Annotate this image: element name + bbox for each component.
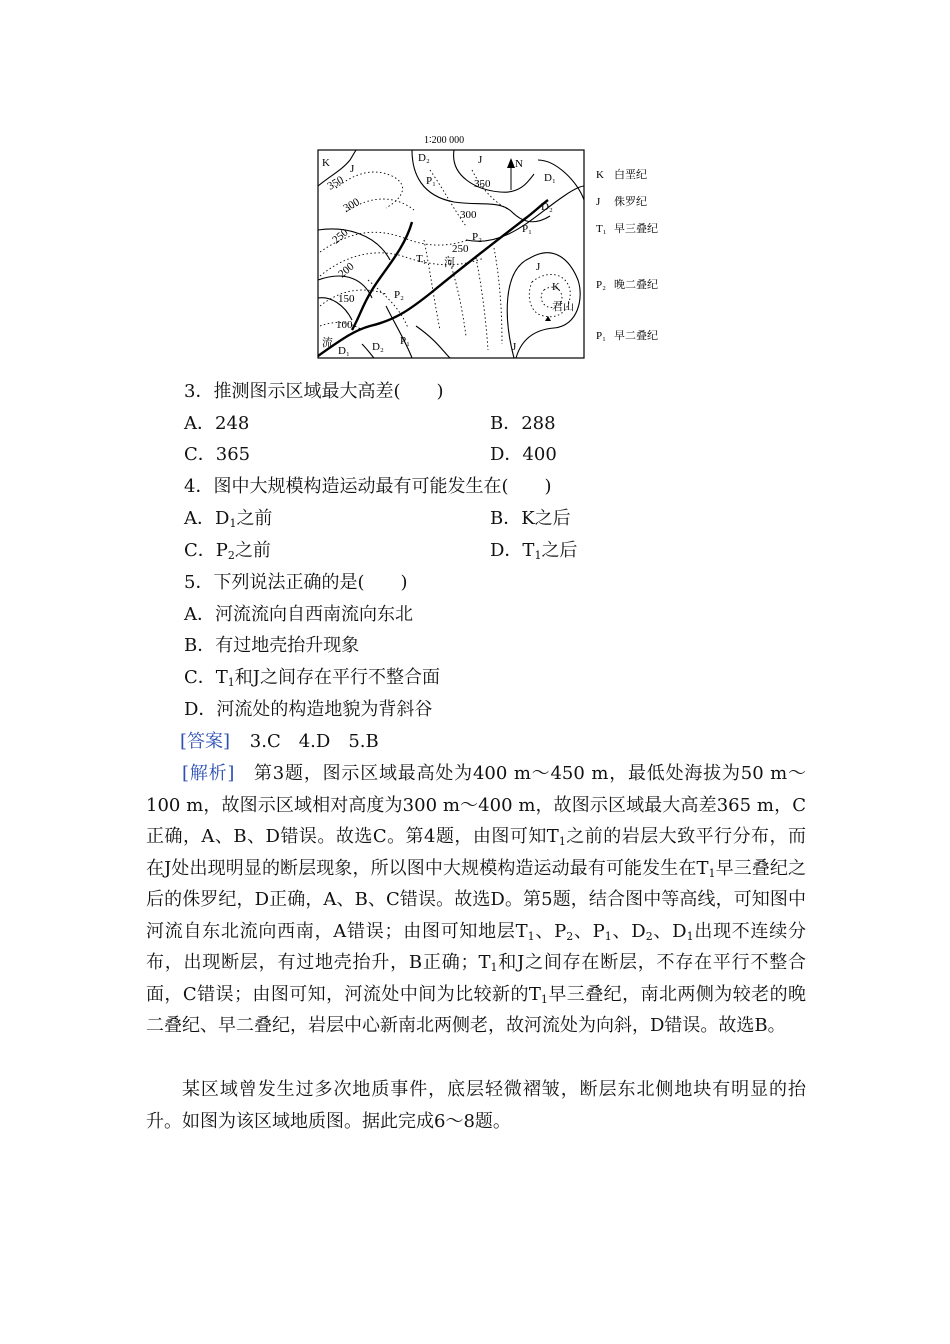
contour-label: 150: [338, 293, 355, 305]
stratum-label: P₁: [522, 223, 532, 235]
stratum-label: J: [478, 154, 483, 166]
legend-code: P₂: [596, 279, 606, 291]
geologic-map: [316, 130, 662, 362]
stratum-label: P₁: [426, 175, 436, 187]
mountain-label: 君山: [552, 301, 574, 313]
stratum-label: P₂: [472, 231, 482, 243]
contour-label: 250: [330, 226, 351, 247]
stratum-label: D₁: [544, 172, 556, 184]
question-4-stem: 4．图中大规模构造运动最有可能发生在( ): [184, 476, 552, 497]
map-legend: [596, 168, 658, 342]
river-label-he: 河: [444, 257, 455, 269]
stratum-label: J: [536, 261, 541, 273]
q3-option-d: D．400: [490, 444, 557, 465]
legend-name: 侏罗纪: [614, 196, 647, 208]
contour-label: 200: [336, 260, 357, 281]
legend-name: 白垩纪: [614, 169, 647, 181]
stratum-label: P₁: [400, 335, 410, 347]
legend-code: P₁: [596, 330, 606, 342]
stratum-label: J: [350, 163, 355, 175]
stratum-label: K: [322, 157, 330, 169]
legend-name: 早二叠纪: [614, 330, 658, 342]
contour-label-group: [326, 174, 492, 331]
contour-label: 100: [336, 319, 353, 331]
contour-label: 350: [474, 178, 491, 190]
stratum-label: J: [512, 341, 517, 353]
contour-label: 300: [341, 195, 362, 215]
legend-code: J: [596, 196, 601, 208]
legend-name: 早三叠纪: [614, 223, 658, 235]
question-5-stem: 5．下列说法正确的是( ): [184, 572, 408, 593]
stratum-label: D₂: [372, 341, 384, 353]
legend-name: 晚二叠纪: [614, 279, 658, 291]
intro-paragraph: 某区域曾发生过多次地质事件，底层轻微褶皱，断层东北侧地块有明显的抬升。如图为该区域地质图。据此完成6～8题。: [146, 1079, 806, 1132]
q3-option-b: B．288: [490, 413, 556, 434]
analysis-paragraph: [解析] 第3题，图示区域最高处为400 m～450 m，最低处海拔为50 m～100 m，故图示区域相对高度为300 m～400 m，故图示区域最大高差365 m，C正确，A、B、D错误。故选C。第4题，由图可知$T_1$之前的岩层大致平行分布，而在J处出现明显的断层现象，所以图中大规模构造运动最有可能发生在$T_1$早三叠纪之后的侏罗纪，D正确，A、B、C错误。故选D。第5题，结合图中等高线，可知图中河流自东北流向西南，A错误；由图可知地层$T_1$、$P_2$、$P_1$、$D_2$、$D_1$出现不连续分布，出现断层，有过地壳抬升，B正确；$T_1$和J之间存在断层，不存在平行不整合面，C错误；由图可知，河流处中间为比较新的$T_1$早三叠纪，南北两侧为较老的晚二叠纪、早二叠纪，岩层中心新南北两侧老，故河流处为向斜，D错误。故选B。: [146, 763, 807, 1036]
north-label: N: [515, 158, 523, 170]
contour-label: 300: [460, 209, 477, 221]
stratum-label: P₂: [394, 289, 404, 301]
q5-option-b: B．有过地壳抬升现象: [184, 635, 360, 656]
stratum-label: K: [552, 281, 560, 293]
stratum-label-group: [322, 152, 560, 357]
map-scale: 1∶200 000: [424, 135, 465, 146]
q5-option-a: A．河流流向自西南流向东北: [184, 604, 413, 625]
q3-option-c: C．365: [184, 444, 251, 465]
answer-text: 3.C 4.D 5.B: [249, 731, 379, 752]
river-label-liu: 流: [322, 337, 333, 349]
q3-option-a: A．248: [184, 413, 250, 434]
answer-tag: [答案]: [180, 731, 231, 752]
q4-option-a: A．$D_1$之前: [184, 508, 273, 530]
stratum-label: D₁: [338, 345, 350, 357]
answer-line: [180, 730, 379, 754]
q5-option-d: D．河流处的构造地貌为背斜谷: [184, 699, 433, 720]
q5-option-c: C．$T_1$和J之间存在平行不整合面: [184, 667, 440, 689]
contour-label: 250: [452, 243, 469, 255]
q4-option-d: D．$T_1$之后: [490, 540, 578, 562]
analysis-tag: [解析]: [182, 763, 235, 784]
q4-option-c: C．$P_2$之前: [184, 540, 271, 562]
stratum-label: D₂: [541, 201, 553, 213]
question-3-stem: 3．推测图示区域最大高差( ): [184, 381, 444, 402]
legend-code: T₁: [596, 223, 607, 235]
stratum-label: D₂: [418, 152, 430, 164]
q4-option-b: B．K之后: [490, 508, 571, 529]
legend-code: K: [596, 169, 604, 181]
stratum-label: T₁: [416, 253, 427, 265]
contour-label: 350: [325, 173, 346, 193]
